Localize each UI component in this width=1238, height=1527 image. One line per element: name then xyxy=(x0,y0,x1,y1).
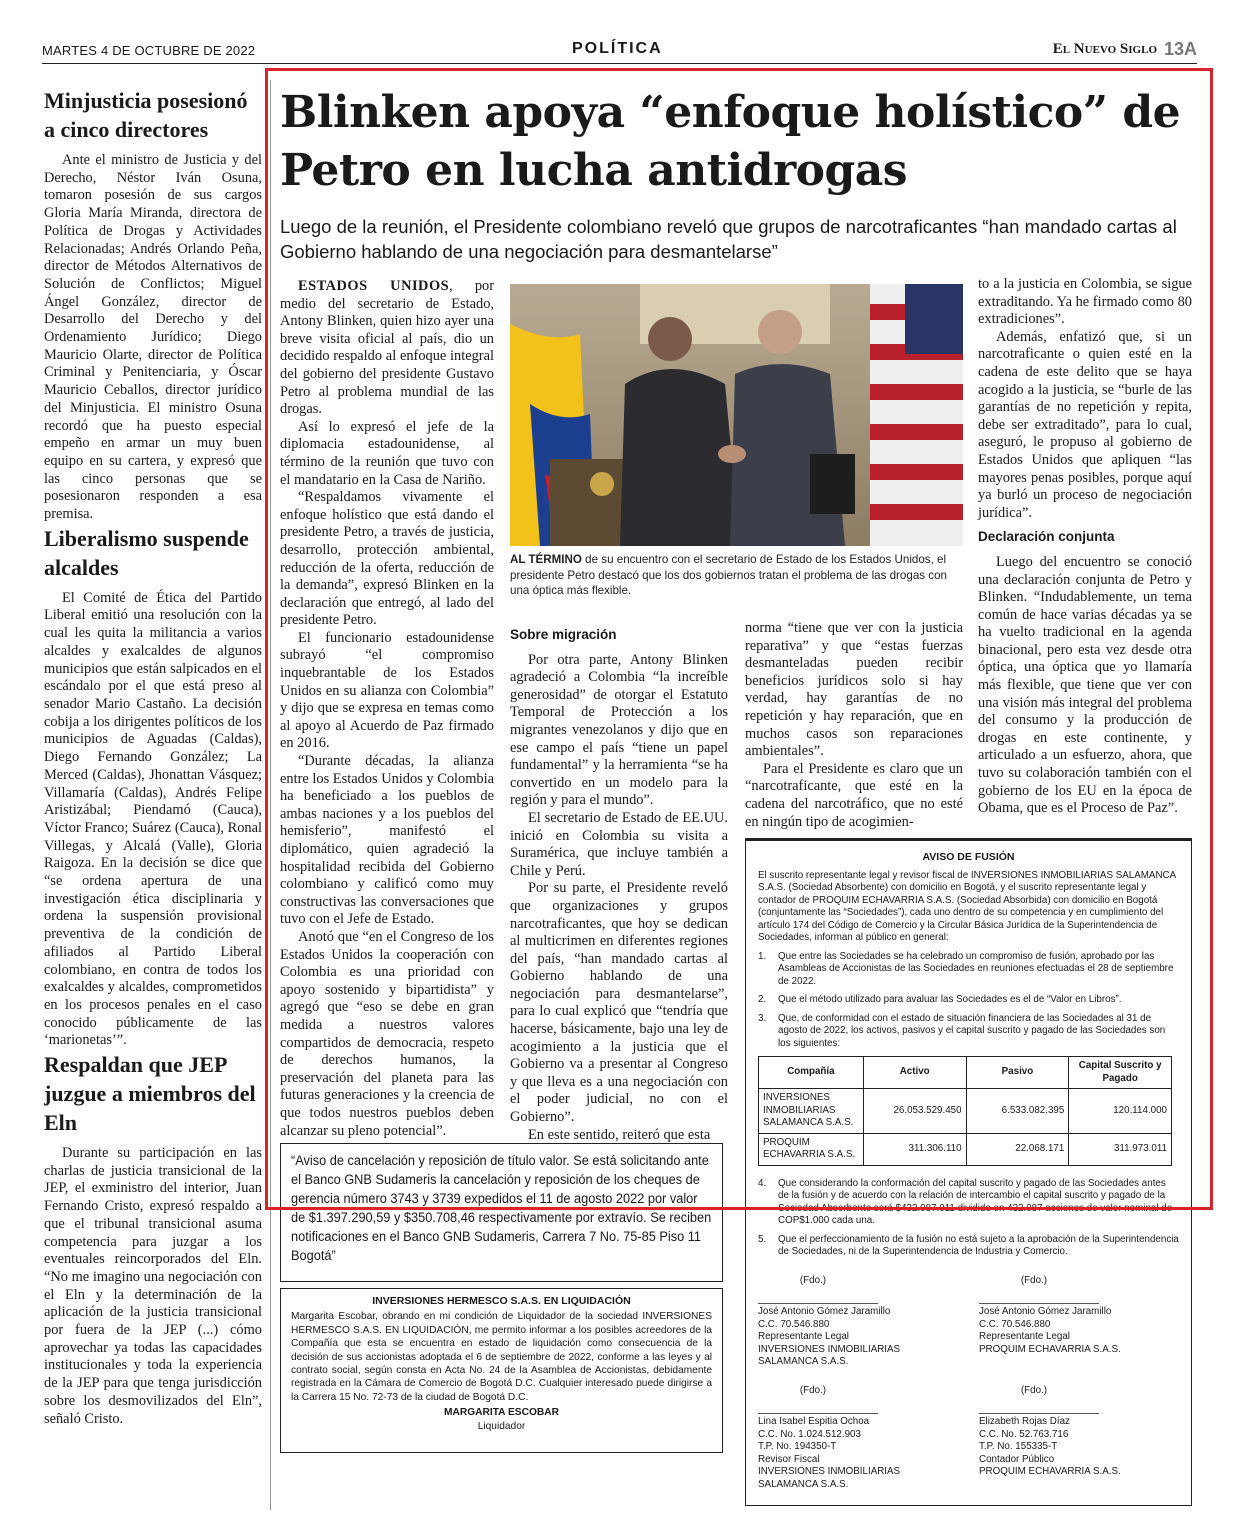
article-photo xyxy=(510,284,963,546)
page-number: 13A xyxy=(1163,39,1197,59)
table-header-row: Compañía Activo Pasivo Capital Suscrito y Pagado xyxy=(759,1057,1172,1089)
list-item: 4. Que considerando la conformación del capital suscrito y pagado de las Sociedades antes de la fusión y de acuerdo con la relación de intercambio el capital suscrito y pagado de la Sociedad Absorbente será $432.087.011 dividido en 432.087 acciones de valor nominal de COP$1.000 cada una. xyxy=(758,1177,1173,1226)
photo-caption: AL TÉRMINO de su encuentro con el secretario de Estado de los Estados Unidos, el presidente Petro destacó que los dos gobiernos tratan el problema de las drogas con una óptica más flexible. xyxy=(510,553,947,597)
brief-title: Liberalismo suspende alcaldes xyxy=(44,525,249,580)
article-paragraph: El funcionario estadounidense subrayó “el compromiso inquebrantable de los Estados Unidos en su alianza con Colombia” y dijo que se expresa en temas como al apoyo al Acuerdo de Paz firmado en 2016. xyxy=(280,629,494,752)
article-deck: Luego de la reunión, el Presidente colombiano reveló que grupos de narcotraficantes “han mandado cartas al Gobierno hablando de una negociación para desmantelarse” xyxy=(280,216,1177,262)
brief-title: Minjusticia posesionó a cinco directores xyxy=(44,88,248,142)
article-column-1 xyxy=(280,278,494,1140)
article-paragraph: Anotó que “en el Congreso de los Estados Unidos la cooperación con Colombia es una prioridad con apoyo sostenido y bipartidista” y agregó que “eso se debe en gran medida a nuestros valores compartidos de democracia, respeto de derechos humanos, la preservación del planeta para las futuras generaciones y la creencia de que todos nuestros pueblos deben alcanzar su pleno potencial”. xyxy=(280,928,494,1139)
list-item: 1. Que entre las Sociedades se ha celebrado un compromiso de fusión, aprobado por las Asambleas de Accionistas de las Sociedades en reuniones efectuadas el 28 de septiembre de 2022. xyxy=(758,950,1174,987)
brief-liberalismo xyxy=(44,524,262,1050)
list-item: 3. Que, de conformidad con el estado de situación financiera de las Sociedades al 31 de agosto de 2022, los activos, pasivos y el capital suscrito y pagado de las Sociedades son los siguientes: xyxy=(758,1012,1166,1049)
signature-row xyxy=(758,1275,1179,1369)
brief-minjusticia xyxy=(44,86,262,524)
notice-titulo-valor xyxy=(280,1143,723,1282)
article-paragraph: Así lo expresó el jefe de la diplomacia estadounidense, al término de la reunión que tuvo con el mandatario en la Casa de Nariño. xyxy=(280,418,494,488)
list-item: 5. Que el perfeccionamiento de la fusión no está sujeto a la aprobación de la Superintendencia de Sociedades, ni de la Superintendencia de Industria y Comercio. xyxy=(758,1233,1179,1257)
notice-hermesco xyxy=(280,1288,723,1453)
article-paragraph: Por su parte, el Presidente reveló que organizaciones y grupos narcotraficantes, que hoy se dedican al multicrimen en diferentes regiones del país, “han mandado cartas al Gobierno hablando de una negociación para desmantelarse”, para lo cual explicó que “tendría que hacerse, básicamente, bajo una ley de acogimiento a la justicia que el Gobierno va a presentar al Congreso y que lleva es a una negociación con el poder judicial, no con el Gobierno”. xyxy=(510,880,728,1126)
dateline: ESTADOS UNIDOS xyxy=(298,278,450,294)
subhead-declaracion: Declaración conjunta xyxy=(978,529,1115,545)
notice-text: “Aviso de cancelación y reposición de título valor. Se está solicitando ante el Banco GNB Sudameris la cancelación y reposición de los cheques de gerencia número 3743 y 3739 expedidos el 11 de agosto 2022 por valor de $1.397.290,59 y $350.708,46 respectivamente por extravío. Se reciben notificaciones en el Banco GNB Sudameris, Carrera 7 No. 75-85 Piso 11 Bogotá” xyxy=(291,1153,712,1264)
brief-body: Durante su participación en las charlas de justicia transicional de la JEP, el exministro del interior, Juan Fernando Cristo, expresó respaldo a que el tribunal transicional asuma competencia para juzgar a los eventuales reincorporados del Eln. “No me imagino una negociación con el Eln y la determinación de la aplicación de la justicia transicional por fuera de la JEP (...) cómo aprovechar ya todas las capacidades institucionales y toda la experiencia de la JEP para que tenga jurisdicción sobre los desmovilizados del Eln”, señaló Cristo. xyxy=(44,1145,262,1427)
notice-intro: El suscrito representante legal y revisor fiscal de INVERSIONES INMOBILIARIAS SALAMANCA S.A.S. (Sociedad Absorbente) con domicilio en Bogotá, y el suscrito representante legal y contador de PROQUIM ECHAVARRIA S.A.S. (Sociedad Absorbida) con domicilio en Bogotá (conjuntamente las “Sociedades”), cada uno dentro de su competencia y en cumplimiento del artículo 174 del Código de Comercio y la Circular Básica Jurídica de la Superintendencia de Sociedades, informan al público en general: xyxy=(758,869,1176,943)
notice-title: INVERSIONES HERMESCO S.A.S. EN LIQUIDACIÓN xyxy=(372,1295,631,1307)
signature-block: (Fdo.) Lina Isabel Espitia Ochoa C.C. No. 1.024.512.903 T.P. No. 194350-T Revisor Fiscal INVERSIONES INMOBILIARIAS SALAMANCA S.A.S. xyxy=(758,1384,901,1490)
briefs-column xyxy=(44,86,262,1428)
brief-jep xyxy=(44,1050,262,1428)
signature-block: (Fdo.) Elizabeth Rojas Díaz C.C. No. 52.763.716 T.P. No. 155335-T Contador Público PROQUIM ECHAVARRIA S.A.S. xyxy=(979,1384,1121,1477)
page-header xyxy=(42,40,1197,64)
article-paragraph: Para el Presidente es claro que un “narcotraficante, que esté en la cadena del narcotráfico, que no esté en ningún tipo de acogimien- xyxy=(745,760,963,830)
article-paragraph: “Durante décadas, la alianza entre los Estados Unidos y Colombia ha beneficiado a los pueblos de ambas naciones y a los pueblos del hemisferio”, manifestó el diplomático, quien agradeció la hospitalidad recibida del Gobierno colombiano y calificó como muy constructivas las conversaciones que tuvo con el Jefe de Estado. xyxy=(280,753,494,928)
signature-row xyxy=(758,1385,1179,1492)
article-paragraph: En este sentido, reiteró que esta xyxy=(528,1126,711,1143)
article-paragraph: Por otra parte, Antony Blinken agradeció a Colombia “la increíble generosidad” de otorgar el Estatuto Temporal de Protección a los migrantes venezolanos y dijo que en ese campo el país “tiene un papel fundamental” y la herramienta “se ha convertido en un modelo para la región y para el mundo”. xyxy=(510,651,728,809)
article-paragraph: El secretario de Estado de EE.UU. inició en Colombia su visita a Suramérica, que incluye también a Chile y Perú. xyxy=(510,809,728,879)
table-row: INVERSIONES INMOBILIARIAS SALAMANCA S.A.S. 26.053.529.450 6.533.082.395 120.114.000 xyxy=(759,1089,1172,1134)
article-paragraph: ESTADOS UNIDOS, por medio del secretario de Estado, Antony Blinken, quien hizo ayer una breve visita oficial al país, dio un decidido respaldo al enfoque integral del gobierno del presidente Gustavo Petro al problema mundial de las drogas. xyxy=(280,278,494,418)
column-divider xyxy=(270,80,271,1510)
brief-body: El Comité de Ética del Partido Liberal emitió una resolución con la cual les quita la militancia a varios alcaldes y exalcaldes de algunos municipios que están salpicados en el escándalo por el que está preso al senador Mario Castaño. La decisión cobija a los dirigentes políticos de los municipios de Aguadas (Caldas), Diego Fernando González; La Merced (Caldas), Jhonattan Vásquez; Villamaría (Caldas), Andrés Felipe Aristizábal; Piendamó (Cauca), Víctor Franco; Suárez (Cauca), Ronal Villegas, y Alcalá (Valle), Gloria Raigoza. En la decisión se dice que “se ordena apertura de una investigación ética disciplinaria y ordena la suspensión provisional preventiva de la condición de afiliados al Partido Liberal colombiano, en contra de todos los exalcaldes y alcaldes, comprometidos en los procesos penales en el caso conocido públicamente de las ‘marionetas’”. xyxy=(44,589,262,1049)
subhead-migracion: Sobre migración xyxy=(510,627,617,642)
article-column-3 xyxy=(745,620,963,831)
article-paragraph: “Respaldamos vivamente el enfoque holístico que está dando el presidente Petro, a través de justicia, desarrollo, protección ambiental, reducción de la oferta, reducción de la demanda”, expresó Blinken en la declaración que entregó, al lado del presidente Petro. xyxy=(280,489,494,629)
signature-block: (Fdo.) José Antonio Gómez Jaramillo C.C. 70.546.880 Representante Legal INVERSIONES INMOBILIARIAS SALAMANCA S.A.S. xyxy=(758,1274,901,1367)
article-headline: Blinken apoya “enfoque holístico” de Petro en lucha antidrogas xyxy=(280,87,1181,196)
article-column-2 xyxy=(510,620,728,1144)
brief-title: Respaldan que JEP juzgue a miembros del Eln xyxy=(44,1052,256,1136)
notice-body: Margarita Escobar, obrando en mi condición de Liquidador de la sociedad INVERSIONES HERMESCO S.A.S. EN LIQUIDACIÓN, me permito informar a los posibles acreedores de la Compañía que esta se encuentra en estado de liquidación como consecuencia de la decisión de sus accionistas adoptada el 6 de septiembre de 2022, conforme a las leyes y al contrato social, según consta en Acta No. 24 de la Asamblea de Accionistas, debidamente registrada en la Cámara de Comercio de Bogotá D.C. Cualquier interesado puede dirigirse a la Carrera 15 No. 72-73 de la ciudad de Bogotá D.C. xyxy=(291,1311,712,1403)
article-paragraph: norma “tiene que ver con la justicia reparativa” y que “estas fuerzas desmanteladas pueden recibir beneficios jurídicos solo si hay verdad, hay garantías de no repetición y hay reparación, que en muchos casos son reparaciones ambientales”. xyxy=(745,620,963,760)
article-paragraph: to a la justicia en Colombia, se sigue extraditando. Ya he firmado como 80 extradiciones”. xyxy=(978,276,1192,328)
list-item: 2. Que el método utilizado para avaluar las Sociedades es el de “Valor en Libros”. xyxy=(758,994,1122,1005)
article-paragraph: Además, enfatizó que, si un narcotraficante o quien esté en la cadena de este delito que se haya acogido a la justicia, se “burle de las garantías de no repetición y repita, debe ser extraditado”, para lo cual, aseguró, le propuso al gobierno de Estados Unidos que apliquen “las mayores penas posibles, porque aquí ya burló un proceso de negociación jurídica”. xyxy=(978,328,1192,521)
notice-title: AVISO DE FUSIÓN xyxy=(922,851,1015,863)
signature-block: (Fdo.) José Antonio Gómez Jaramillo C.C. 70.546.880 Representante Legal PROQUIM ECHAVARRIA S.A.S. xyxy=(979,1274,1121,1355)
fusion-table xyxy=(758,1056,1172,1166)
table-row: PROQUIM ECHAVARRIA S.A.S. 311.306.110 22.068.171 311.973.011 xyxy=(759,1133,1172,1165)
article-column-4 xyxy=(978,276,1192,818)
brief-body: Ante el ministro de Justicia y del Derecho, Néstor Iván Osuna, tomaron posesión de sus cargos Gloria María Miranda, directora de Política de Drogas y Actividades Relacionadas; Andrés Orlando Peña, director de Métodos Alternativos de Solución de Conflictos; Miguel Ángel González, director de Desarrollo del Derecho y del Ordenamiento Jurídico; Diego Mauricio Olarte, director de Política Criminal y Penitenciaria, y Óscar Mauricio Ceballos, director jurídico del Minjusticia. El ministro Osuna recordó que ha puesto especial empeño en armar un muy buen equipo en su cartera, y expresó que las cinco personas que se posesionaron responden a esa premisa. xyxy=(44,152,262,523)
notice-fusion xyxy=(745,838,1192,1506)
issue-date: MARTES 4 DE OCTUBRE DE 2022 xyxy=(42,43,256,58)
article-paragraph: Luego del encuentro se conoció una declaración conjunta de Petro y Blinken. “Indudablemente, un tema común de hace varias décadas ya se ha vuelto tradicional en la agenda binacional, pero esta vez desde otra óptica, una óptica que yo llamaría más flexible, que tiene que ver con una visión más integral del problema del consumo y la producción de drogas en este continente, y articulado a un esfuerzo, ahora, que tuvo su colaboración también con el gobierno de los EU en la época de Obama, que es el Proceso de Paz”. xyxy=(978,553,1192,817)
section-name: POLÍTICA xyxy=(572,40,663,57)
newspaper-name: El Nuevo Siglo xyxy=(1052,41,1157,57)
notice-signature: MARGARITA ESCOBAR Liquidador xyxy=(444,1407,559,1432)
